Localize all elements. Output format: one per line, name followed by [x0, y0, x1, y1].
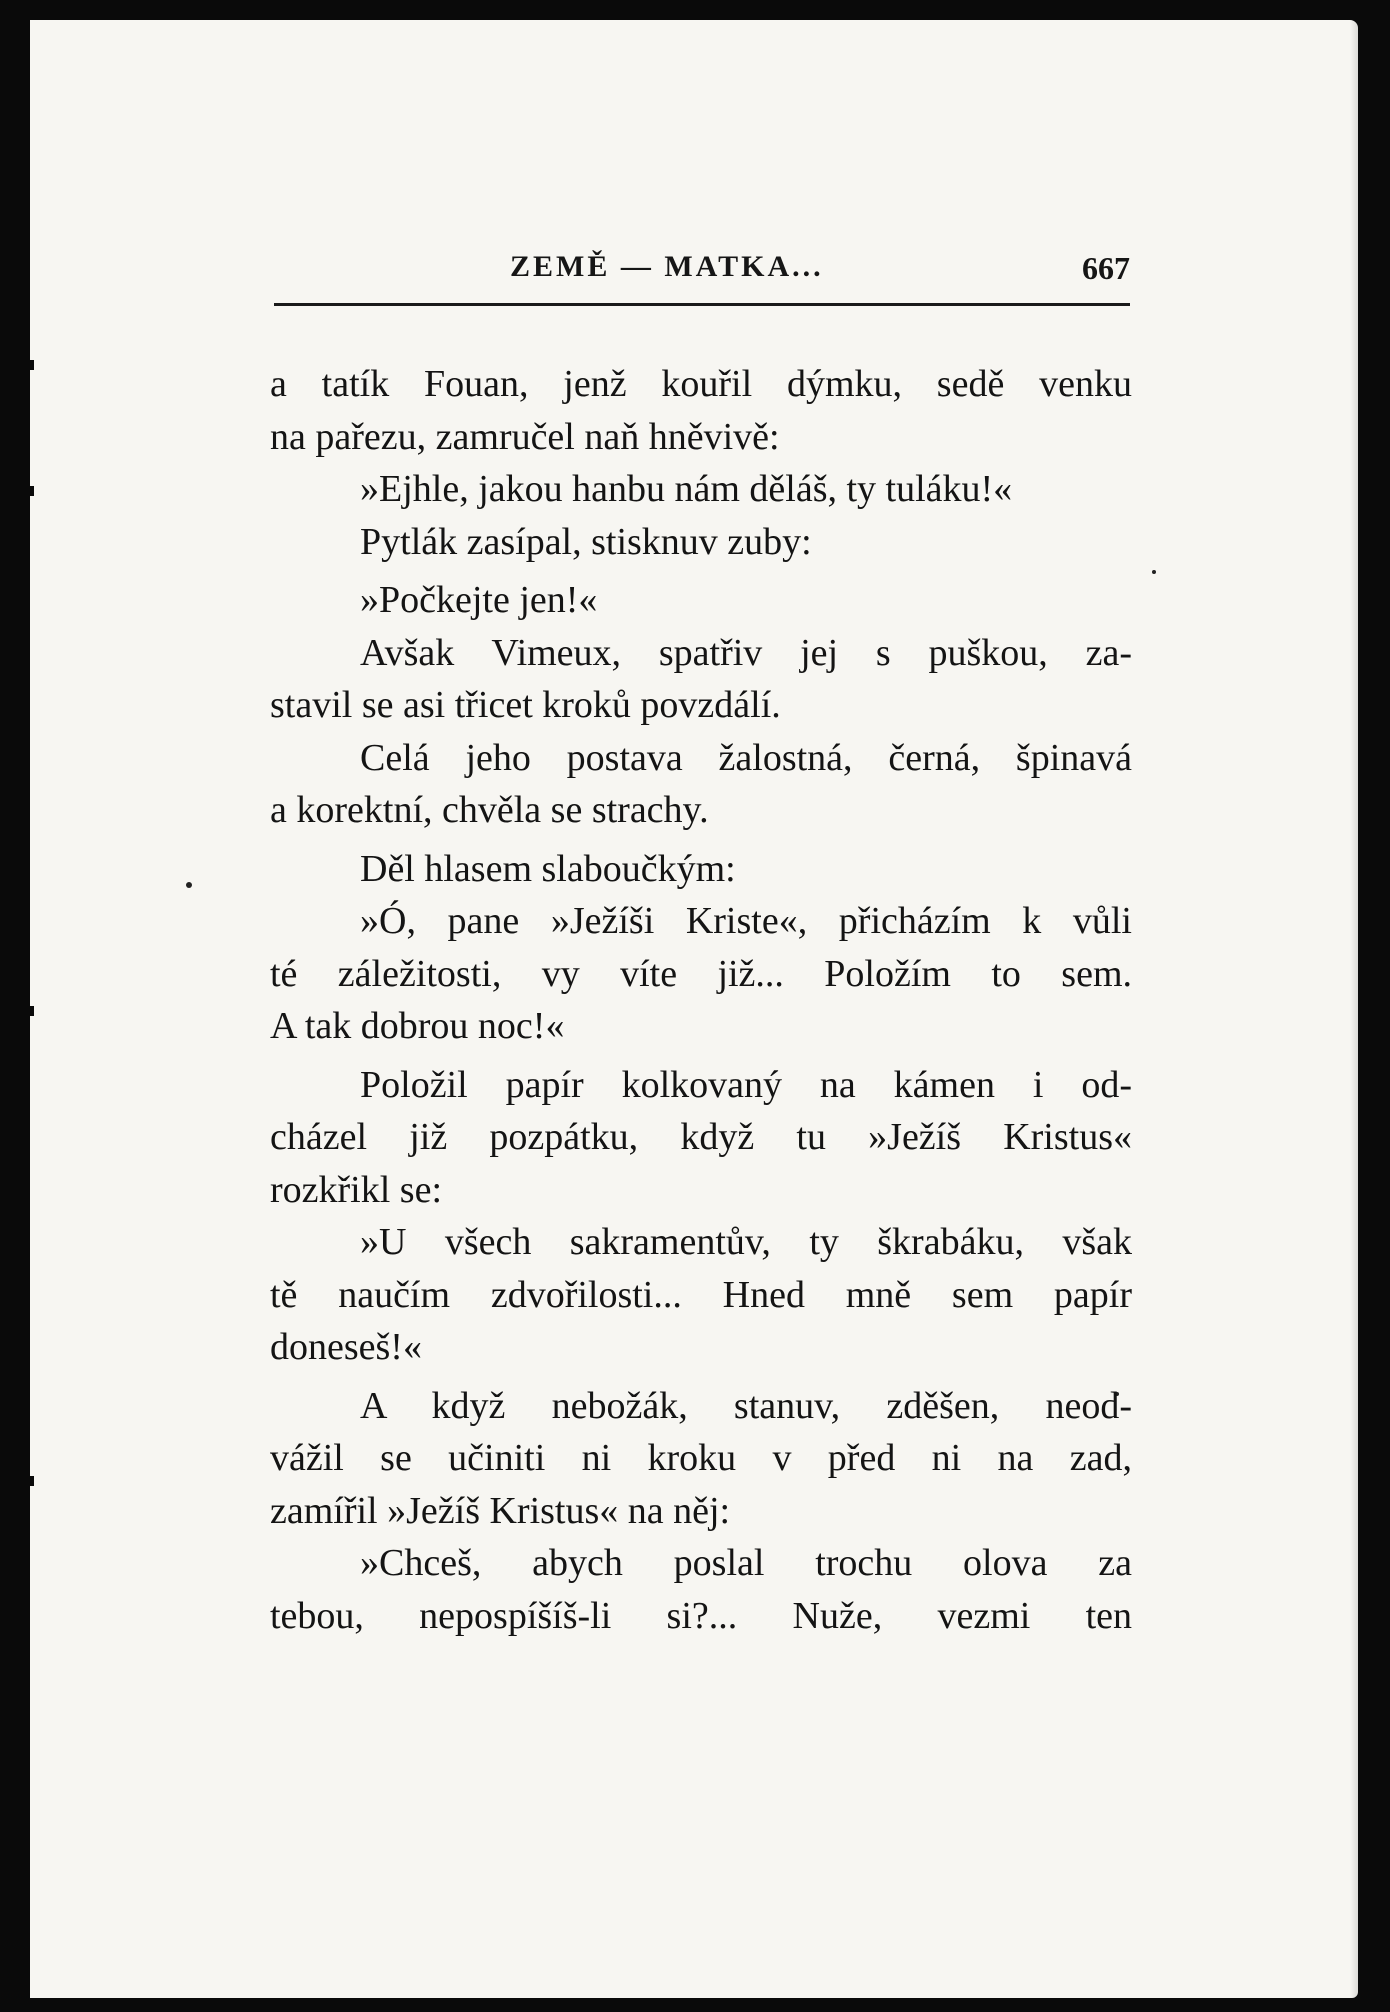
running-title: ZEMĚ — MATKA...: [510, 250, 824, 283]
text-line: »U všech sakramentův, ty škrabáku, však: [360, 1221, 1132, 1263]
text-line: »Počkejte jen!«: [360, 579, 598, 621]
text-line: Celá jeho postava žalostná, černá, špinavá: [360, 736, 1132, 779]
binding-notch: [0, 486, 34, 496]
running-header: [270, 250, 1130, 294]
text-line: »Ejhle, jakou hanbu nám děláš, ty tuláku!«: [360, 468, 1013, 510]
page-edge-shadow: [1350, 0, 1390, 2012]
text-line: doneseš!«: [270, 1326, 422, 1368]
binding-notch: [0, 1476, 34, 1486]
text-line: rozkřikl se:: [270, 1168, 443, 1211]
text-line: Položil papír kolkovaný na kámen i od-: [360, 1063, 1132, 1106]
text-line: Děl hlasem slaboučkým:: [360, 847, 736, 890]
body-text: [270, 358, 1132, 1642]
text-line: tě naučím zdvořilosti... Hned mně sem papír: [270, 1273, 1132, 1316]
text-line: na pařezu, zamručel naň hněvivě:: [270, 415, 780, 458]
text-line: a tatík Fouan, jenž kouřil dýmku, sedě venku: [270, 363, 1132, 405]
text-line: Avšak Vimeux, spatřiv jej s puškou, za-: [360, 631, 1132, 674]
text-line: »Chceš, abych poslal trochu olova za: [360, 1542, 1132, 1584]
header-rule: [274, 303, 1130, 306]
text-line: A tak dobrou noc!«: [270, 1005, 565, 1047]
page-number: 667: [1082, 250, 1130, 286]
text-line: »Ó, pane »Ježíši Kriste«, přicházím k vůli: [360, 900, 1132, 942]
text-line: a korektní, chvěla se strachy.: [270, 789, 709, 831]
ink-speck: [1152, 570, 1156, 574]
text-line: stavil se asi třicet kroků povzdálí.: [270, 684, 781, 726]
text-line: zamířil »Ježíš Kristus« na něj:: [270, 1489, 731, 1532]
text-line: tebou, nepospíšíš-li si?... Nuže, vezmi ten: [270, 1594, 1132, 1637]
text-line: cházel již pozpátku, když tu »Ježíš Kristus«: [270, 1116, 1132, 1158]
binding-notch: [0, 360, 34, 370]
text-line: vážil se učiniti ni kroku v před ni na zad,: [270, 1437, 1132, 1479]
ink-speck: [186, 882, 192, 888]
text-line: Pytlák zasípal, stisknuv zuby:: [360, 520, 812, 563]
binding-notch: [0, 1006, 34, 1016]
text-line: té záležitosti, vy víte již... Položím to sem.: [270, 952, 1132, 995]
text-line: A když nebožák, stanuv, zděšen, neod-: [360, 1384, 1132, 1427]
